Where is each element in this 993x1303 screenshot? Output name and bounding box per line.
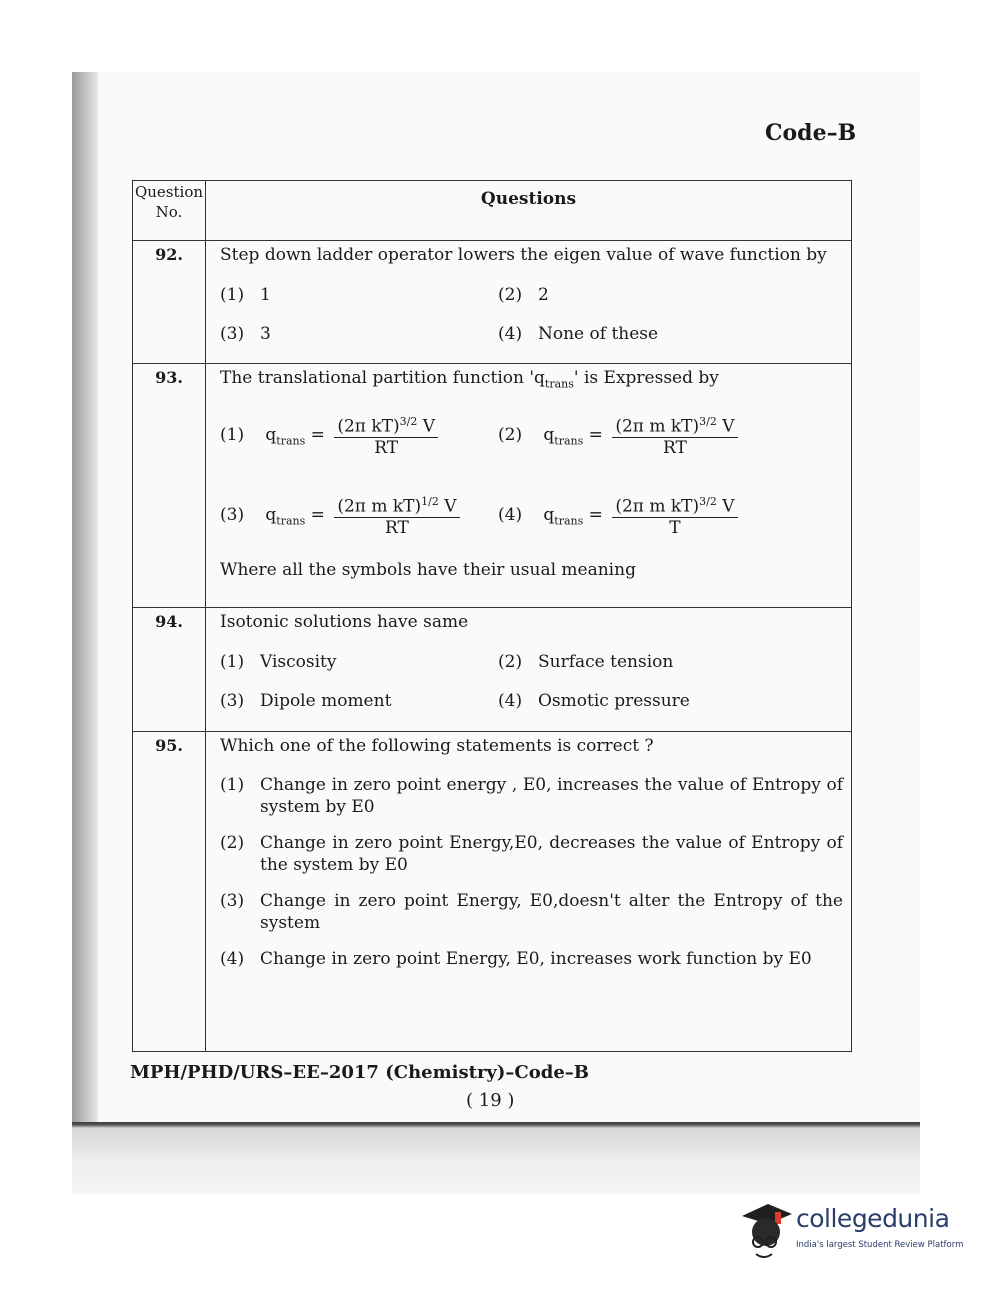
numerator-exponent: 3/2 bbox=[699, 495, 717, 509]
numerator-tail: V bbox=[417, 417, 436, 438]
option-number: (4) bbox=[498, 691, 523, 711]
option-text: Viscosity bbox=[260, 652, 337, 672]
scan-shadow-bottom bbox=[72, 1122, 920, 1194]
option-number: (2) bbox=[498, 424, 523, 445]
option-number: (4) bbox=[498, 504, 523, 525]
denominator: RT bbox=[385, 518, 409, 539]
option-text: 2 bbox=[538, 285, 549, 305]
question-row-95 bbox=[133, 732, 852, 1052]
q-letter: q bbox=[543, 424, 555, 445]
option-1 bbox=[220, 652, 337, 672]
denominator: RT bbox=[663, 438, 687, 459]
q-subscript: trans bbox=[554, 434, 584, 448]
option-2 bbox=[498, 412, 738, 458]
option-number: (4) bbox=[498, 324, 523, 344]
option-number: (1) bbox=[220, 775, 245, 795]
table-header-row bbox=[133, 181, 852, 241]
option-1 bbox=[220, 774, 843, 818]
option-4 bbox=[220, 948, 843, 970]
option-number: (3) bbox=[220, 324, 245, 344]
option-text: Change in zero point energy , E0, increases the value of Entropy of system by E0 bbox=[260, 775, 843, 817]
numerator bbox=[612, 492, 737, 518]
options-grid bbox=[220, 632, 843, 722]
questions-header: Questions bbox=[206, 181, 852, 241]
question-table bbox=[132, 180, 852, 1052]
option-2 bbox=[498, 285, 549, 305]
q-trans-symbol bbox=[543, 425, 603, 451]
brand-tagline: India's largest Student Review Platform bbox=[796, 1240, 964, 1250]
equals-sign: = bbox=[310, 424, 325, 445]
q-letter: q bbox=[265, 504, 277, 525]
option-number: (4) bbox=[220, 949, 245, 969]
header-question-label: Question bbox=[134, 183, 204, 201]
option-4 bbox=[498, 324, 658, 344]
numerator-tail: V bbox=[716, 497, 735, 518]
stem-subscript: trans bbox=[544, 377, 574, 391]
option-text: 3 bbox=[260, 324, 271, 344]
denominator: RT bbox=[374, 438, 399, 459]
option-number: (1) bbox=[220, 652, 245, 672]
option-text: Change in zero point Energy, E0,doesn't alter the Entropy of the system bbox=[260, 891, 843, 933]
numerator-tail: V bbox=[716, 417, 735, 438]
paper-code: Code–B bbox=[765, 120, 857, 146]
q-subscript: trans bbox=[554, 514, 584, 528]
option-number: (3) bbox=[220, 691, 245, 711]
option-number: (3) bbox=[220, 891, 245, 911]
scan-shadow-left bbox=[72, 72, 98, 1194]
denominator: T bbox=[669, 518, 681, 539]
question-body bbox=[206, 241, 852, 364]
option-2 bbox=[220, 832, 843, 876]
fraction bbox=[334, 412, 438, 458]
option-number: (1) bbox=[220, 424, 245, 445]
option-text: Change in zero point Energy,E0, decreases the value of Entropy of the system by E0 bbox=[260, 833, 843, 875]
q-subscript: trans bbox=[276, 434, 306, 448]
page-number: ( 19 ) bbox=[466, 1090, 515, 1111]
numerator-exponent: 1/2 bbox=[421, 495, 439, 509]
option-3 bbox=[220, 324, 271, 344]
question-number: 94. bbox=[133, 608, 206, 732]
numerator-exponent: 3/2 bbox=[699, 415, 717, 429]
option-text: Change in zero point Energy, E0, increases work function by E0 bbox=[260, 949, 812, 969]
option-1 bbox=[220, 285, 271, 305]
fraction bbox=[612, 492, 737, 538]
option-3 bbox=[220, 890, 843, 934]
option-4 bbox=[498, 492, 738, 538]
numerator bbox=[334, 412, 438, 438]
option-3 bbox=[220, 691, 391, 711]
brand-name: collegedunia bbox=[796, 1204, 950, 1233]
numerator-expr: (2π kT) bbox=[337, 417, 400, 438]
option-number: (2) bbox=[498, 285, 523, 305]
option-4 bbox=[498, 691, 690, 711]
option-number: (2) bbox=[220, 833, 245, 853]
options-grid bbox=[220, 265, 843, 355]
q-trans-symbol bbox=[543, 505, 603, 531]
numerator-exponent: 3/2 bbox=[399, 415, 418, 429]
question-stem bbox=[220, 368, 843, 394]
question-stem: Step down ladder operator lowers the eigen value of wave function by bbox=[220, 245, 827, 265]
brand-logo[interactable] bbox=[738, 1198, 968, 1262]
graduate-mascot-icon bbox=[738, 1198, 794, 1262]
option-text: Surface tension bbox=[538, 652, 674, 672]
question-number: 93. bbox=[133, 364, 206, 608]
numerator-tail: V bbox=[438, 497, 457, 518]
question-number: 95. bbox=[133, 732, 206, 1052]
option-text: Dipole moment bbox=[260, 691, 392, 711]
header-no-label: No. bbox=[155, 203, 183, 221]
question-note: Where all the symbols have their usual meaning bbox=[220, 560, 636, 581]
option-text: 1 bbox=[260, 285, 271, 305]
equals-sign: = bbox=[588, 424, 603, 445]
option-text: Osmotic pressure bbox=[538, 691, 690, 711]
question-stem: Which one of the following statements is correct ? bbox=[220, 736, 654, 756]
numerator-expr: (2π m kT) bbox=[615, 417, 700, 438]
numerator-expr: (2π m kT) bbox=[615, 497, 700, 518]
question-stem: Isotonic solutions have same bbox=[220, 612, 469, 632]
equals-sign: = bbox=[588, 504, 603, 525]
fraction bbox=[334, 492, 459, 538]
question-row-93 bbox=[133, 364, 852, 608]
question-no-header bbox=[133, 181, 206, 241]
q-subscript: trans bbox=[276, 514, 306, 528]
option-number: (3) bbox=[220, 504, 245, 525]
option-number: (1) bbox=[220, 285, 245, 305]
equals-sign: = bbox=[310, 504, 325, 525]
option-text: None of these bbox=[538, 324, 659, 344]
option-3 bbox=[220, 492, 460, 538]
stem-text: The translational partition function 'q bbox=[220, 368, 545, 388]
q-trans-symbol bbox=[265, 505, 325, 531]
option-1 bbox=[220, 412, 438, 458]
question-row-94 bbox=[133, 608, 852, 732]
q-trans-symbol bbox=[265, 425, 325, 451]
numerator bbox=[334, 492, 459, 518]
q-letter: q bbox=[543, 504, 555, 525]
option-number: (2) bbox=[498, 652, 523, 672]
question-body bbox=[206, 364, 852, 608]
footer-title: MPH/PHD/URS–EE–2017 (Chemistry)–Code–B bbox=[130, 1062, 589, 1083]
question-body bbox=[206, 608, 852, 732]
fraction bbox=[612, 412, 737, 458]
question-row-92 bbox=[133, 241, 852, 364]
stem-text: ' is Expressed by bbox=[573, 368, 719, 388]
numerator-expr: (2π m kT) bbox=[337, 497, 422, 518]
option-2 bbox=[498, 652, 673, 672]
question-number: 92. bbox=[133, 241, 206, 364]
q-letter: q bbox=[265, 424, 277, 445]
question-body bbox=[206, 732, 852, 1052]
numerator bbox=[612, 412, 737, 438]
options-grid bbox=[220, 394, 843, 581]
